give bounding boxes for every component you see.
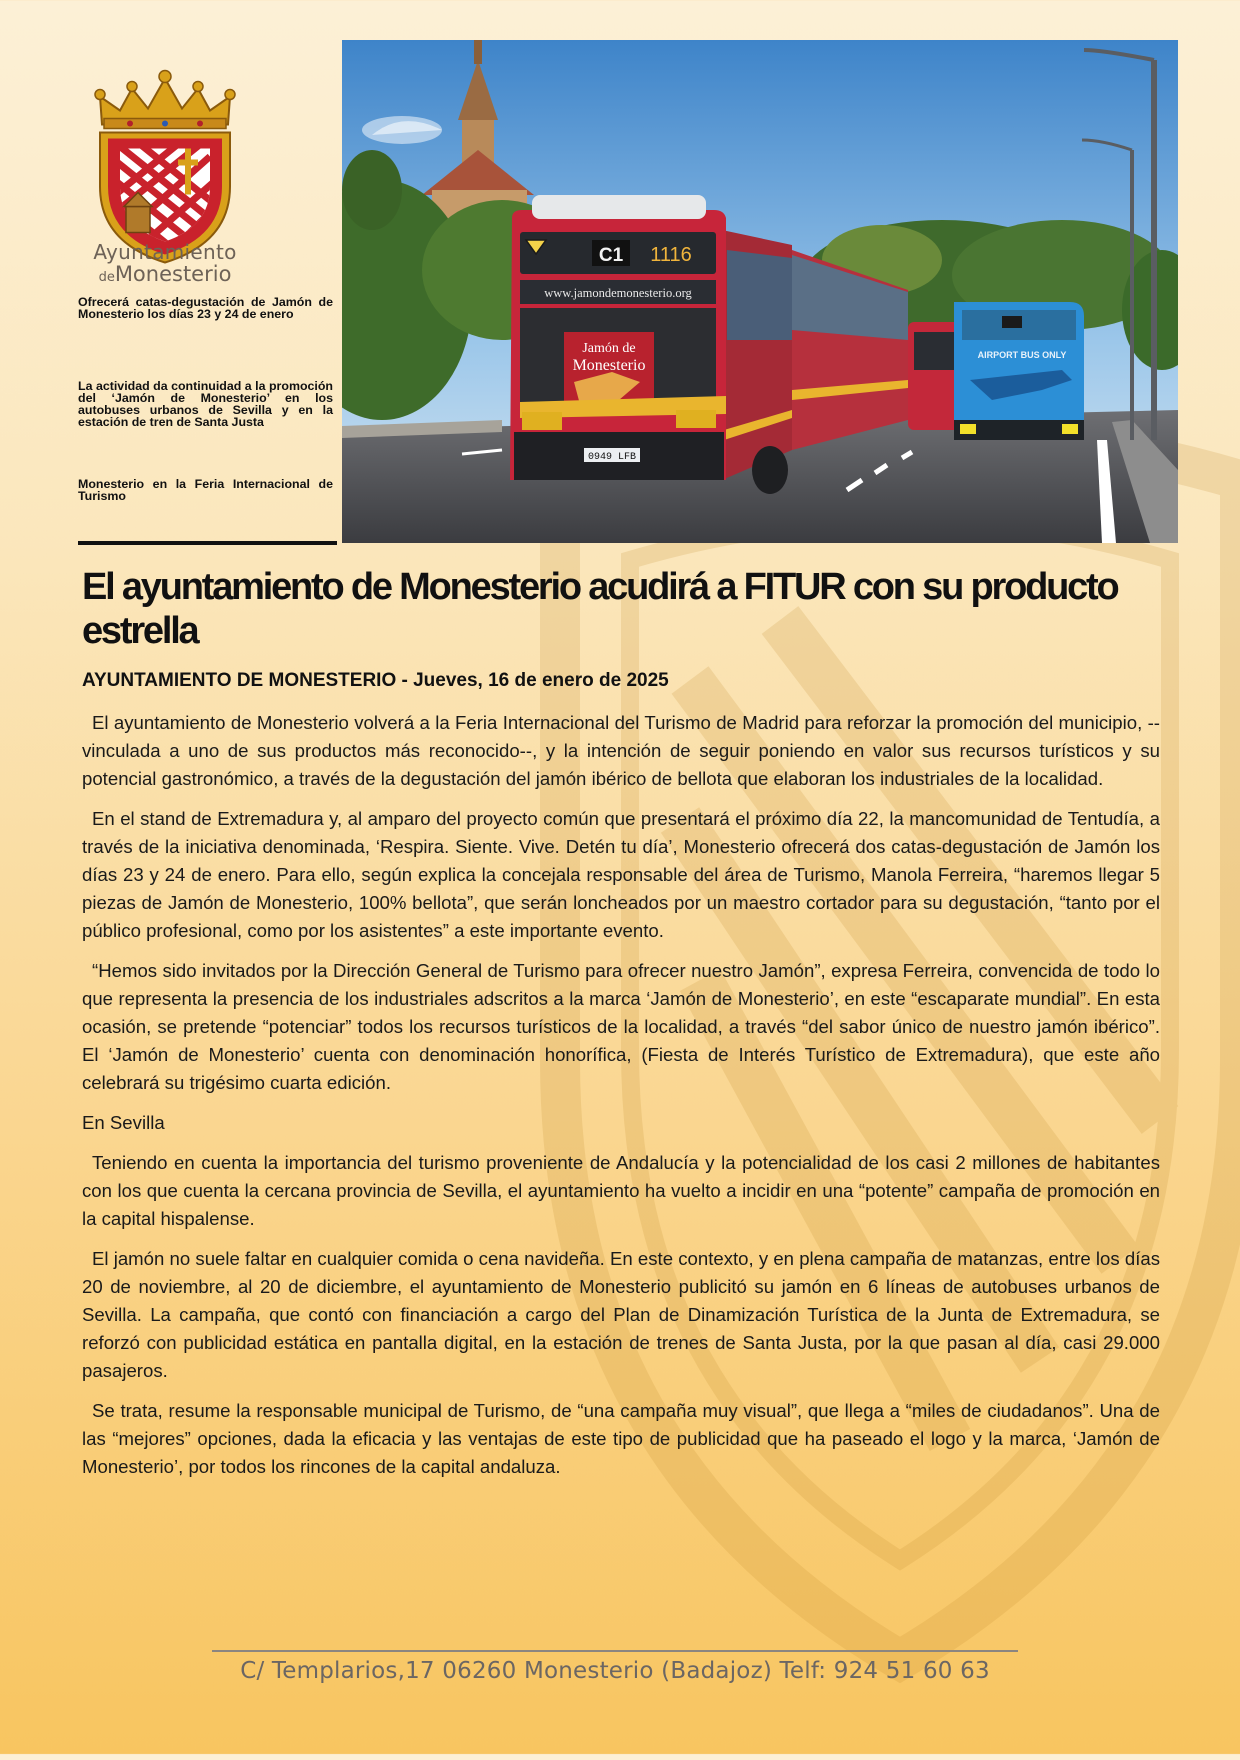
footer-divider — [212, 1650, 1018, 1652]
article-paragraph: “Hemos sido invitados por la Dirección General de Turismo para ofrecer nuestro Jamón”, expresa Ferreira, convencida de todo lo que representa la presencia de los industriales adscritos a la marca ‘Jamón de Monesterio’, en este “escaparate mundial”. En esta ocasión, se pretende “potenciar” todos los recursos turísticos de la localidad, a través “del sabor único de nuestro jamón ibérico”. El ‘Jamón de Monesterio’ cuenta con denominación honorífica, (Fiesta de Interés Turístico de Extremadura), que este año celebrará su trigésimo cuarta edición. — [82, 960, 1160, 1093]
bus-photo — [342, 40, 1178, 543]
crest-caption-line1: Ayuntamiento — [93, 240, 237, 264]
sidebar-divider — [78, 541, 337, 545]
highlight-1: Ofrecerá catas-degustación de Jamón de Monesterio los días 23 y 24 de enero — [78, 295, 333, 321]
article-paragraph: Se trata, resume la responsable municipal de Turismo, de “una campaña muy visual”, que llega a “miles de ciudadanos”. Una de las “mejores” opciones, dada la eficacia y las ventajas de este tipo de publicidad que ha paseado el logo y la marca, ‘Jamón de Monesterio’, por todos los rincones de la capital andaluza. — [82, 1400, 1160, 1477]
airport-bus-sign: AIRPORT BUS ONLY — [977, 350, 1067, 360]
article-paragraph: En el stand de Extremadura y, al amparo del proyecto común que presentará el próximo día 22, la mancomunidad de Tentudía, a través de la iniciativa denominada, ‘Respira. Siente. Vive. Detén tu día’, Monesterio ofrecerá dos catas-degustación de Jamón los días 23 y 24 de enero. Para ello, según explica la concejala responsable del área de Turismo, Manola Ferreira, “haremos llegar 5 piezas de Jamón de Monesterio, 100% bellota”, que serán loncheados por un maestro cortador para su degustación, “tanto por el público profesional, como por los asistentes” a este importante evento. — [82, 808, 1160, 941]
article-subheading: En Sevilla — [82, 1112, 165, 1133]
crest-caption-monesterio: Monesterio — [114, 262, 232, 286]
article-headline: El ayuntamiento de Monesterio acudirá a FITUR con su producto estrella — [82, 566, 1118, 652]
footer-address: C/ Templarios,17 06260 Monesterio (Badajoz) Telf: 924 51 60 63 — [240, 1658, 990, 1684]
article-byline: AYUNTAMIENTO DE MONESTERIO - Jueves, 16 de enero de 2025 — [82, 670, 669, 691]
bus-website-label: www.jamondemonesterio.org — [544, 286, 692, 300]
bus-ad-line2: Monesterio — [572, 357, 646, 374]
bus-number-label: 1116 — [650, 244, 692, 266]
article-body — [82, 709, 1160, 1493]
highlight-3: Monesterio en la Feria Internacional de Turismo — [78, 477, 333, 503]
crest-caption-de: de — [98, 270, 115, 285]
article-paragraph: El jamón no suele faltar en cualquier comida o cena navideña. En este contexto, y en plena campaña de matanzas, entre los días 20 de noviembre, al 20 de diciembre, el ayuntamiento de Monesterio publicitó su jamón en 6 líneas de autobuses urbanos de Sevilla. La campaña, que contó con financiación a cargo del Plan de Dinamización Turística de la Junta de Extremadura, se reforzó con publicidad estática en pantalla digital, en la estación de trenes de Santa Justa, por la que pasan al día, casi 29.000 pasajeros. — [82, 1248, 1160, 1381]
bus-plate-label: 0949 LFB — [587, 452, 637, 463]
article-paragraph: Teniendo en cuenta la importancia del turismo proveniente de Andalucía y la potencialidad de los casi 2 millones de habitantes con los que cuenta la cercana provincia de Sevilla, el ayuntamiento ha vuelto a incidir en una “potente” campaña de promoción en la capital hispalense. — [82, 1152, 1160, 1229]
highlight-2: La actividad da continuidad a la promoción del ‘Jamón de Monesterio’ en los autobuses urbanos de Sevilla y en la estación de tren de Santa Justa — [78, 379, 333, 429]
crest-caption-line2 — [80, 262, 250, 286]
crest-caption — [80, 240, 250, 286]
bus-ad-line1: Jamón de — [582, 341, 636, 356]
article-paragraph: El ayuntamiento de Monesterio volverá a la Feria Internacional del Turismo de Madrid para reforzar la promoción del municipio, --vinculada a uno de sus productos más reconocido--, y la intención de seguir poniendo en valor sus recursos turísticos y su potencial gastronómico, a través de la degustación del jamón ibérico de bellota que elaboran los industriales de la localidad. — [82, 712, 1160, 789]
bus-route-label: C1 — [598, 245, 624, 266]
